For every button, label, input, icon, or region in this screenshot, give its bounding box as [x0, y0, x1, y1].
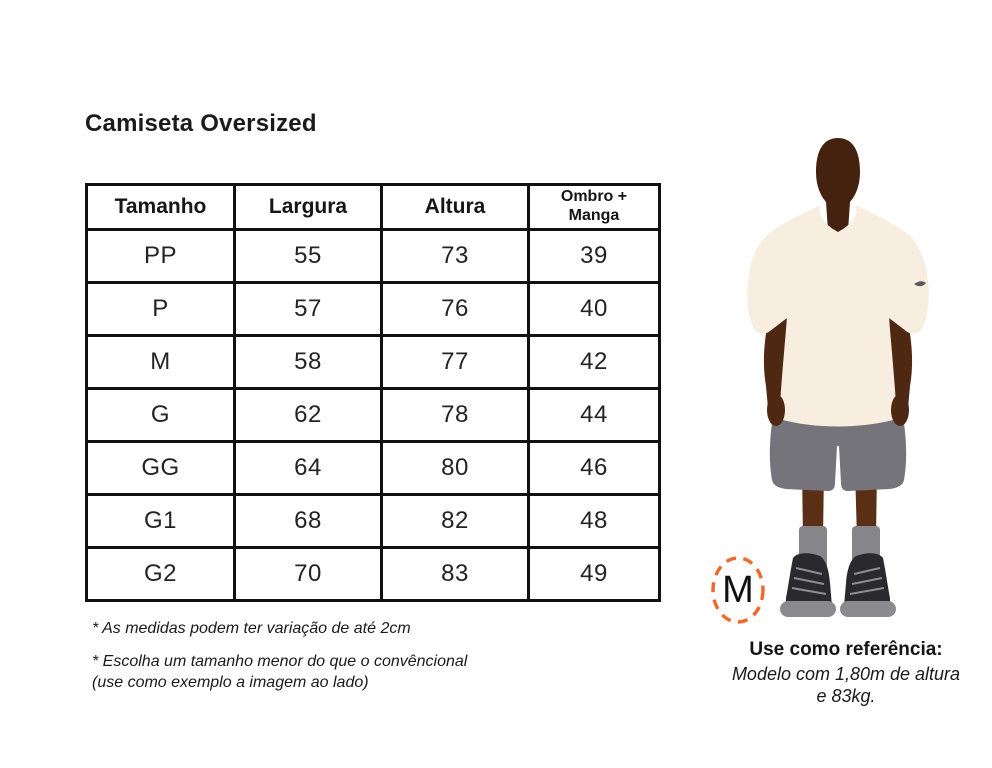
table-header-row [87, 185, 660, 230]
cell-largura: 57 [235, 283, 382, 336]
cell-largura: 68 [235, 495, 382, 548]
sizing-advice-line-1: * Escolha um tamanho menor do que o convêncional [92, 653, 468, 670]
column-header-altura: Altura [382, 185, 529, 230]
table-row-g1 [87, 495, 660, 548]
column-header-largura: Largura [235, 185, 382, 230]
cell-largura: 55 [235, 230, 382, 283]
column-header-ombro-manga: Ombro + Manga [529, 185, 660, 230]
cell-largura: 64 [235, 442, 382, 495]
cell-ombro-manga: 39 [529, 230, 660, 283]
cell-ombro-manga: 48 [529, 495, 660, 548]
reference-line-1: Modelo com 1,80m de altura [731, 664, 961, 684]
right-shoe-shape [844, 553, 890, 606]
table-row-g [87, 389, 660, 442]
cell-size: G2 [87, 548, 235, 601]
reference-text-block [700, 639, 992, 707]
size-badge-letter: M [722, 568, 754, 611]
cell-altura: 77 [382, 336, 529, 389]
cell-altura: 73 [382, 230, 529, 283]
cell-ombro-manga: 40 [529, 283, 660, 336]
cell-largura: 62 [235, 389, 382, 442]
cell-altura: 80 [382, 442, 529, 495]
reference-line-2: e 83kg. [816, 686, 876, 706]
table-row-p [87, 283, 660, 336]
page-title: Camiseta Oversized [85, 110, 317, 137]
cell-ombro-manga: 44 [529, 389, 660, 442]
cell-altura: 78 [382, 389, 529, 442]
cell-size: G1 [87, 495, 235, 548]
cell-largura: 70 [235, 548, 382, 601]
cell-ombro-manga: 46 [529, 442, 660, 495]
cell-size: G [87, 389, 235, 442]
left-shoe-sole [780, 601, 836, 617]
column-header-tamanho: Tamanho [87, 185, 235, 230]
cell-altura: 83 [382, 548, 529, 601]
table-row-pp [87, 230, 660, 283]
table-row-m [87, 336, 660, 389]
left-hand-shape [767, 394, 785, 426]
measurement-variation-note: * As medidas podem ter variação de até 2cm [92, 620, 411, 637]
cell-ombro-manga: 42 [529, 336, 660, 389]
cell-largura: 58 [235, 336, 382, 389]
right-hand-shape [891, 394, 909, 426]
table-row-gg [87, 442, 660, 495]
cell-ombro-manga: 49 [529, 548, 660, 601]
sizing-advice-note [92, 651, 572, 693]
cell-size: M [87, 336, 235, 389]
reference-heading: Use como referência: [749, 639, 943, 660]
cell-size: GG [87, 442, 235, 495]
cell-altura: 82 [382, 495, 529, 548]
size-chart-table [85, 183, 661, 602]
right-shoe-sole [840, 601, 896, 617]
cell-size: PP [87, 230, 235, 283]
cell-size: P [87, 283, 235, 336]
table-row-g2 [87, 548, 660, 601]
cell-altura: 76 [382, 283, 529, 336]
sizing-advice-line-2: (use como exemplo a imagem ao lado) [92, 674, 369, 691]
